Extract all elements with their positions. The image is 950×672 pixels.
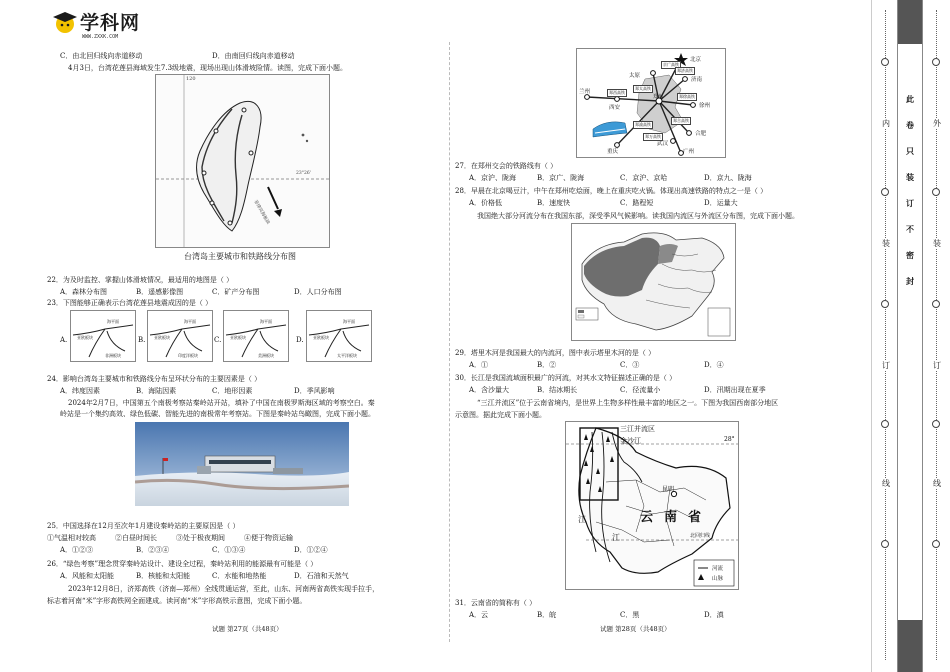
q23d-sea: 海平面 bbox=[343, 319, 355, 324]
q23-option-a: A. bbox=[60, 336, 68, 344]
binding-hole bbox=[932, 58, 940, 66]
q23a-left: 亚欧板块 bbox=[77, 335, 93, 340]
legend-river: 河流 bbox=[712, 566, 724, 572]
warning-char: 卷 bbox=[906, 120, 914, 130]
tropic-label: 23°26' bbox=[296, 171, 311, 176]
q30-stem: 30．长江是我国流域面积最广的河流，对其水文特征描述正确的是（ ） bbox=[455, 374, 677, 382]
brand-text: 学科网 bbox=[80, 12, 141, 34]
warning-char: 不 bbox=[906, 224, 914, 234]
warning-strip bbox=[897, 0, 923, 672]
city-xuzhou: 徐州 bbox=[699, 103, 711, 109]
q23c-right: 美洲板块 bbox=[258, 353, 274, 358]
q25-item-3: ③处于极夜期间 bbox=[176, 534, 225, 542]
q22-option-c: C．矿产分布图 bbox=[212, 288, 260, 296]
q25-option-a: A．①②③ bbox=[60, 546, 94, 554]
q23b-left: 亚欧板块 bbox=[154, 335, 170, 340]
label-yun: 云 bbox=[640, 510, 654, 525]
q31-option-a: A．云 bbox=[469, 611, 489, 619]
q25-item-4: ④便于物资运输 bbox=[244, 534, 293, 542]
warning-char: 密 bbox=[906, 250, 914, 260]
warning-char: 订 bbox=[906, 198, 914, 208]
warning-char: 只 bbox=[906, 146, 914, 156]
q23a-sea: 海平面 bbox=[107, 319, 119, 324]
q27-option-c: C．京沪、京哈 bbox=[620, 174, 668, 182]
qinling-station-photo bbox=[135, 422, 349, 506]
graduation-cap-icon bbox=[52, 10, 78, 34]
q26-option-c: C．水能和地热能 bbox=[212, 572, 267, 580]
city-hefei: 合肥 bbox=[695, 131, 707, 137]
city-guangzhou: 广州 bbox=[683, 149, 695, 155]
mid-char-ding: 订 bbox=[882, 361, 890, 370]
rail-zhengji: 郑济高铁 bbox=[677, 68, 693, 73]
q22-option-b: B．遥感影像图 bbox=[136, 288, 184, 296]
city-xian: 西安 bbox=[609, 105, 621, 111]
q25-item-2: ②白昼时间长 bbox=[115, 534, 157, 542]
binding-hole bbox=[881, 58, 889, 66]
warning-char: 此 bbox=[906, 94, 914, 104]
binding-hole bbox=[881, 540, 889, 548]
q22-stem: 22．为及时监控、掌握山体滑坡情况，最适用的地图是（ ） bbox=[47, 276, 234, 284]
rail-jingguang: 京广高铁 bbox=[663, 62, 679, 67]
q28-stem: 28．早晨在北京喝豆汁，中午在郑州吃烩面，晚上在重庆吃火锅。体现出高速铁路的特点之一是（ ） bbox=[455, 187, 768, 195]
taiwan-map-svg bbox=[156, 75, 329, 247]
intro-q29: 我国绝大部分河流分布在我国东部，深受季风气候影响。读我国内流区与外流区分布图，完成下面小题。 bbox=[477, 212, 799, 220]
q23-diagram-a bbox=[70, 310, 136, 362]
city-taiyuan: 太原 bbox=[629, 73, 641, 79]
q26-option-d: D．石油和天然气 bbox=[294, 572, 349, 580]
q29-stem: 29．塔里木河是我国最大的内流河，图中表示塔里木河的是（ ） bbox=[455, 349, 656, 357]
footer-right: 试题 第28页（共48页） bbox=[600, 625, 671, 633]
taiwan-map bbox=[155, 74, 330, 248]
binding-hole bbox=[932, 540, 940, 548]
label-nan: 南 bbox=[664, 510, 678, 525]
label-jinshajiang: 金沙江 bbox=[620, 437, 641, 445]
q23a-right: 非洲板块 bbox=[105, 353, 121, 358]
q29-option-b: B．② bbox=[537, 361, 557, 369]
q23-option-b: B. bbox=[138, 336, 146, 344]
q29-option-a: A．① bbox=[469, 361, 489, 369]
label-sanjiang: 三江并流区 bbox=[620, 425, 655, 433]
q28-option-d: D．运量大 bbox=[704, 199, 738, 207]
q24-option-a: A．纬度因素 bbox=[60, 387, 101, 395]
q23d-left: 亚欧板块 bbox=[313, 335, 329, 340]
label-jiang-1: 江 bbox=[578, 515, 586, 524]
q29-option-c: C．③ bbox=[620, 361, 640, 369]
q25-stem: 25．中国选择在12月至次年1月建设秦岭站的主要原因是（ ） bbox=[47, 522, 240, 530]
binding-hole bbox=[932, 420, 940, 428]
q23d-right: 太平洋板块 bbox=[337, 353, 357, 358]
q23b-sea: 海平面 bbox=[184, 319, 196, 324]
city-lanzhou: 兰州 bbox=[579, 89, 591, 95]
q30-option-d: D．汛期出现在夏季 bbox=[704, 386, 766, 394]
q26-option-b: B．核能和太阳能 bbox=[136, 572, 191, 580]
binding-hole bbox=[932, 188, 940, 196]
q23-stem: 23．下图能够正确表示台湾花莲县地震成因的是（ ） bbox=[47, 299, 213, 307]
q31-stem: 31．云南省的简称有（ ） bbox=[455, 599, 537, 607]
brand-url: WWW.ZXXK.COM bbox=[82, 34, 119, 40]
q27-option-d: D．京九、陇海 bbox=[704, 174, 752, 182]
q23-option-d: D. bbox=[296, 336, 304, 344]
q31-option-b: B．皖 bbox=[537, 611, 557, 619]
q28-option-c: C．路程短 bbox=[620, 199, 654, 207]
q27-option-b: B．京广、陇海 bbox=[537, 174, 585, 182]
q24-option-d: D．季风影响 bbox=[294, 387, 335, 395]
city-wuhan: 武汉 bbox=[657, 141, 669, 147]
label-sheng: 省 bbox=[688, 510, 702, 525]
warning-strip-bottom bbox=[898, 620, 922, 672]
china-drainage-map bbox=[571, 223, 736, 341]
q23-option-c: C. bbox=[214, 336, 222, 344]
label-tropic: 北回归线 bbox=[690, 533, 711, 539]
q25-option-c: C．①③④ bbox=[212, 546, 246, 554]
intro-q27-line2: 标志着河南“米”字形高铁网全面建成。读河南“米”字形高铁示意图，完成下面小题。 bbox=[47, 597, 307, 605]
label-jiang-2: 江 bbox=[612, 533, 620, 542]
q24-stem: 24．影响台湾岛主要城市和铁路线分布呈环状分布的主要因素是（ ） bbox=[47, 375, 262, 383]
yunnan-map bbox=[565, 421, 739, 590]
mid-char-zhuang: 装 bbox=[882, 239, 890, 248]
q23c-sea: 海平面 bbox=[260, 319, 272, 324]
q30-option-b: B．结冰期长 bbox=[537, 386, 578, 394]
city-beijing: 北京 bbox=[690, 57, 702, 63]
q27-stem: 27．在郑州交会的铁路线有（ ） bbox=[455, 162, 558, 170]
q28-option-a: A．价格低 bbox=[469, 199, 503, 207]
q26-option-a: A．风能和太阳能 bbox=[60, 572, 115, 580]
legend-mountain: 山脉 bbox=[712, 576, 724, 582]
outer-char-ding: 订 bbox=[933, 361, 941, 370]
city-chongqing: 重庆 bbox=[607, 149, 619, 155]
q30-option-c: C．径流量小 bbox=[620, 386, 661, 394]
binding-hole bbox=[881, 420, 889, 428]
q25-option-d: D．①②④ bbox=[294, 546, 328, 554]
rail-zhengxu: 郑徐高铁 bbox=[679, 94, 695, 99]
q25-item-1: ①气温相对较高 bbox=[47, 534, 96, 542]
q21-option-c: C．由北回归线向赤道移动 bbox=[60, 52, 143, 60]
q24-option-b: B．海陆因素 bbox=[136, 387, 177, 395]
warning-char: 封 bbox=[906, 276, 914, 286]
svg-text:菲律宾海板块: 菲律宾海板块 bbox=[252, 199, 271, 226]
q23b-right: 印度洋板块 bbox=[178, 353, 198, 358]
q25-option-b: B．②③④ bbox=[136, 546, 170, 554]
q22-option-d: D．人口分布图 bbox=[294, 288, 342, 296]
column-divider bbox=[449, 42, 450, 642]
q28-option-b: B．速度快 bbox=[537, 199, 571, 207]
q26-stem: 26．“绿色考察”理念贯穿秦岭站设计、建设全过程，秦岭站利用的能源最有可能是（ ） bbox=[47, 560, 318, 568]
mid-char-xian: 线 bbox=[882, 479, 890, 488]
q29-option-d: D．④ bbox=[704, 361, 724, 369]
rail-zhenghe: 郑合高铁 bbox=[673, 118, 689, 123]
q23-diagram-b bbox=[147, 310, 213, 362]
rail-zhengyu: 郑渝高铁 bbox=[635, 122, 651, 127]
henan-rail-map bbox=[576, 48, 726, 158]
outer-binding-line bbox=[936, 10, 937, 660]
q23-diagram-c bbox=[223, 310, 289, 362]
city-zhengzhou: 郑州 bbox=[653, 94, 664, 100]
binding-hole bbox=[881, 300, 889, 308]
footer-left: 试题 第27页（共48页） bbox=[212, 625, 283, 633]
q30-option-a: A．含沙量大 bbox=[469, 386, 510, 394]
rail-zhengtai: 郑太高铁 bbox=[635, 86, 651, 91]
intro-q27-line1: 2023年12月8日，济郑高铁（济南—郑州）全线贯通运营，至此，山东、河南两省高铁实现手拉手， bbox=[68, 585, 380, 593]
label-28deg: 28° bbox=[724, 436, 735, 443]
city-jinan: 济南 bbox=[691, 77, 703, 83]
q23c-left: 亚欧板块 bbox=[230, 335, 246, 340]
label-kunming: 昆明 bbox=[662, 486, 675, 493]
taiwan-map-caption: 台湾岛主要城市和铁路线分布图 bbox=[184, 252, 296, 261]
intro-q25-line2: 岭站是一个集约高效、绿色低碳、智能先进的南极常年考察站。下图是秦岭站鸟瞰图，完成下面小题。 bbox=[60, 410, 375, 418]
q23-diagram-d bbox=[306, 310, 372, 362]
q31-option-d: D．滇 bbox=[704, 611, 724, 619]
q31-option-c: C．黑 bbox=[620, 611, 640, 619]
warning-char: 装 bbox=[906, 172, 914, 182]
outer-char-zhuang: 装 bbox=[933, 239, 941, 248]
outer-char-wai: 外 bbox=[933, 119, 941, 128]
rail-zhengwan: 郑万高铁 bbox=[645, 134, 661, 139]
mid-char-nei: 内 bbox=[882, 119, 890, 128]
q22-option-a: A．森林分布图 bbox=[60, 288, 108, 296]
warning-strip-top bbox=[898, 0, 922, 44]
q21-option-d: D．由南回归线向赤道移动 bbox=[212, 52, 295, 60]
binding-hole bbox=[881, 188, 889, 196]
inner-binding-line bbox=[885, 10, 886, 660]
binding-hole bbox=[932, 300, 940, 308]
rail-zhengxi: 郑西高铁 bbox=[609, 90, 625, 95]
intro-q31-line1: “三江并流区”位于云南省境内，是世界上生物多样性最丰富的地区之一。下图为我国西南部分地区 bbox=[477, 399, 779, 407]
q27-option-a: A．京沪、陇海 bbox=[469, 174, 517, 182]
binding-band bbox=[871, 0, 950, 672]
outer-char-xian: 线 bbox=[933, 479, 941, 488]
longitude-label: 120 bbox=[186, 76, 196, 82]
q24-option-c: C．地形因素 bbox=[212, 387, 253, 395]
intro-q31-line2: 示意图。据此完成下面小题。 bbox=[455, 411, 546, 419]
intro-q25-line1: 2024年2月7日，中国第五个南极考察站秦岭站开站，填补了中国在南极罗斯海区域的考察空白。秦 bbox=[68, 399, 375, 407]
brand-logo bbox=[52, 8, 162, 44]
intro-q22: 4月3日，台湾花莲县海域发生7.3级地震，现场出现山体滑坡险情。读图，完成下面小题。 bbox=[68, 64, 348, 72]
